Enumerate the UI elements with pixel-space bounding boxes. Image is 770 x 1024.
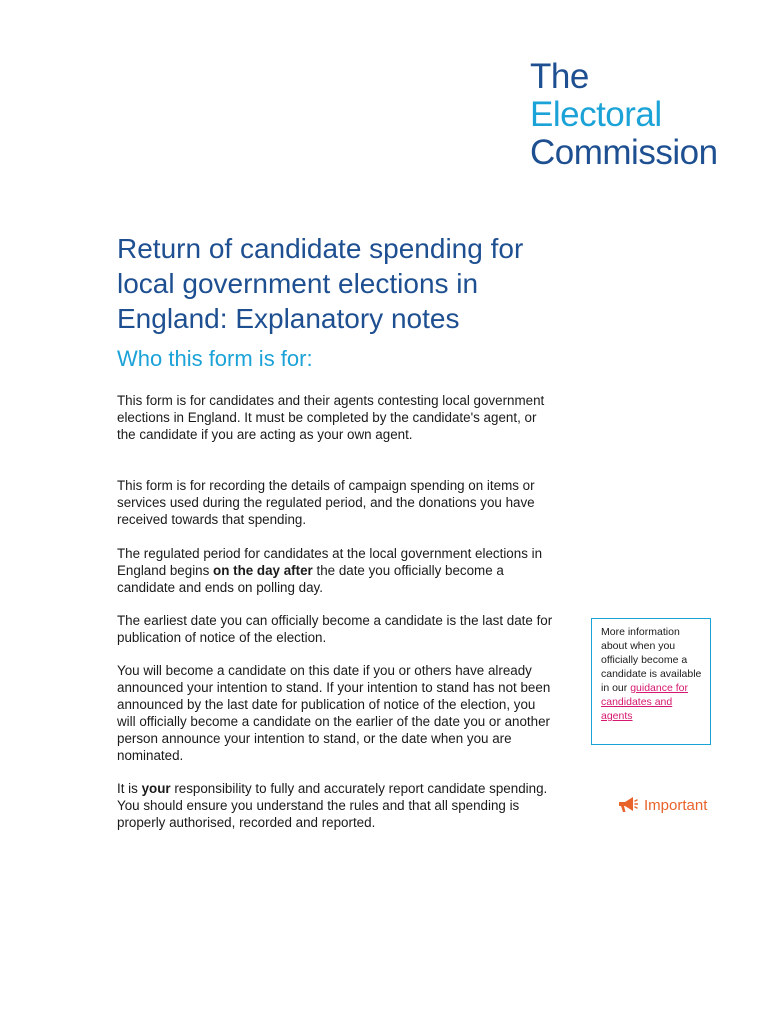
- paragraph-regulated-period: [117, 545, 557, 596]
- responsibility-text-start: It is: [117, 781, 142, 796]
- guidance-link[interactable]: guidance for candidates and agents: [601, 682, 688, 722]
- paragraph-recording-details: This form is for recording the details of campaign spending on items or services used during the regulated period, and the donations you have received towards that spending.: [117, 478, 535, 527]
- logo-line-the: The: [530, 57, 589, 96]
- regulated-period-emphasis: on the day after: [213, 563, 313, 578]
- more-information-text: More information about when you officially become a candidate is available in our: [601, 626, 702, 694]
- regulated-period-text-start: The regulated period for candidates at the local government elections in England begins: [117, 546, 543, 578]
- section-heading: Who this form is for:: [117, 346, 313, 371]
- important-label: Important: [644, 796, 708, 814]
- logo-line-commission: Commission: [530, 133, 718, 172]
- more-information-box: [591, 618, 711, 745]
- responsibility-text-end: responsibility to fully and accurately report candidate spending. You should ensure you understand the rules and that all spending is properly authorised, recorded and reported.: [117, 781, 548, 830]
- page-title: Return of candidate spending for local government elections in England: Explanatory notes: [117, 233, 524, 334]
- regulated-period-text-end: the date you officially become a candidate and ends on polling day.: [117, 563, 504, 595]
- megaphone-icon: [616, 795, 638, 815]
- electoral-commission-logo: [530, 58, 718, 172]
- paragraph-form-purpose: This form is for candidates and their agents contesting local government elections in England. It must be completed by the candidate's agent, or the candidate if you are acting as your own agent.: [117, 393, 545, 442]
- paragraph-earliest-date: The earliest date you can officially become a candidate is the last date for publication of notice of the election.: [117, 613, 553, 645]
- paragraph-becoming-candidate: You will become a candidate on this date if you or others have already announced your intention to stand. If your intention to stand has not been announced by the last date for publication of notice of the election, you will officially become a candidate on the earlier of the date you or another person announce your intention to stand, or the date when you are nominated.: [117, 663, 551, 763]
- important-callout: [616, 794, 707, 816]
- logo-line-electoral: Electoral: [530, 95, 662, 134]
- responsibility-emphasis: your: [141, 781, 171, 796]
- paragraph-responsibility: [117, 780, 557, 831]
